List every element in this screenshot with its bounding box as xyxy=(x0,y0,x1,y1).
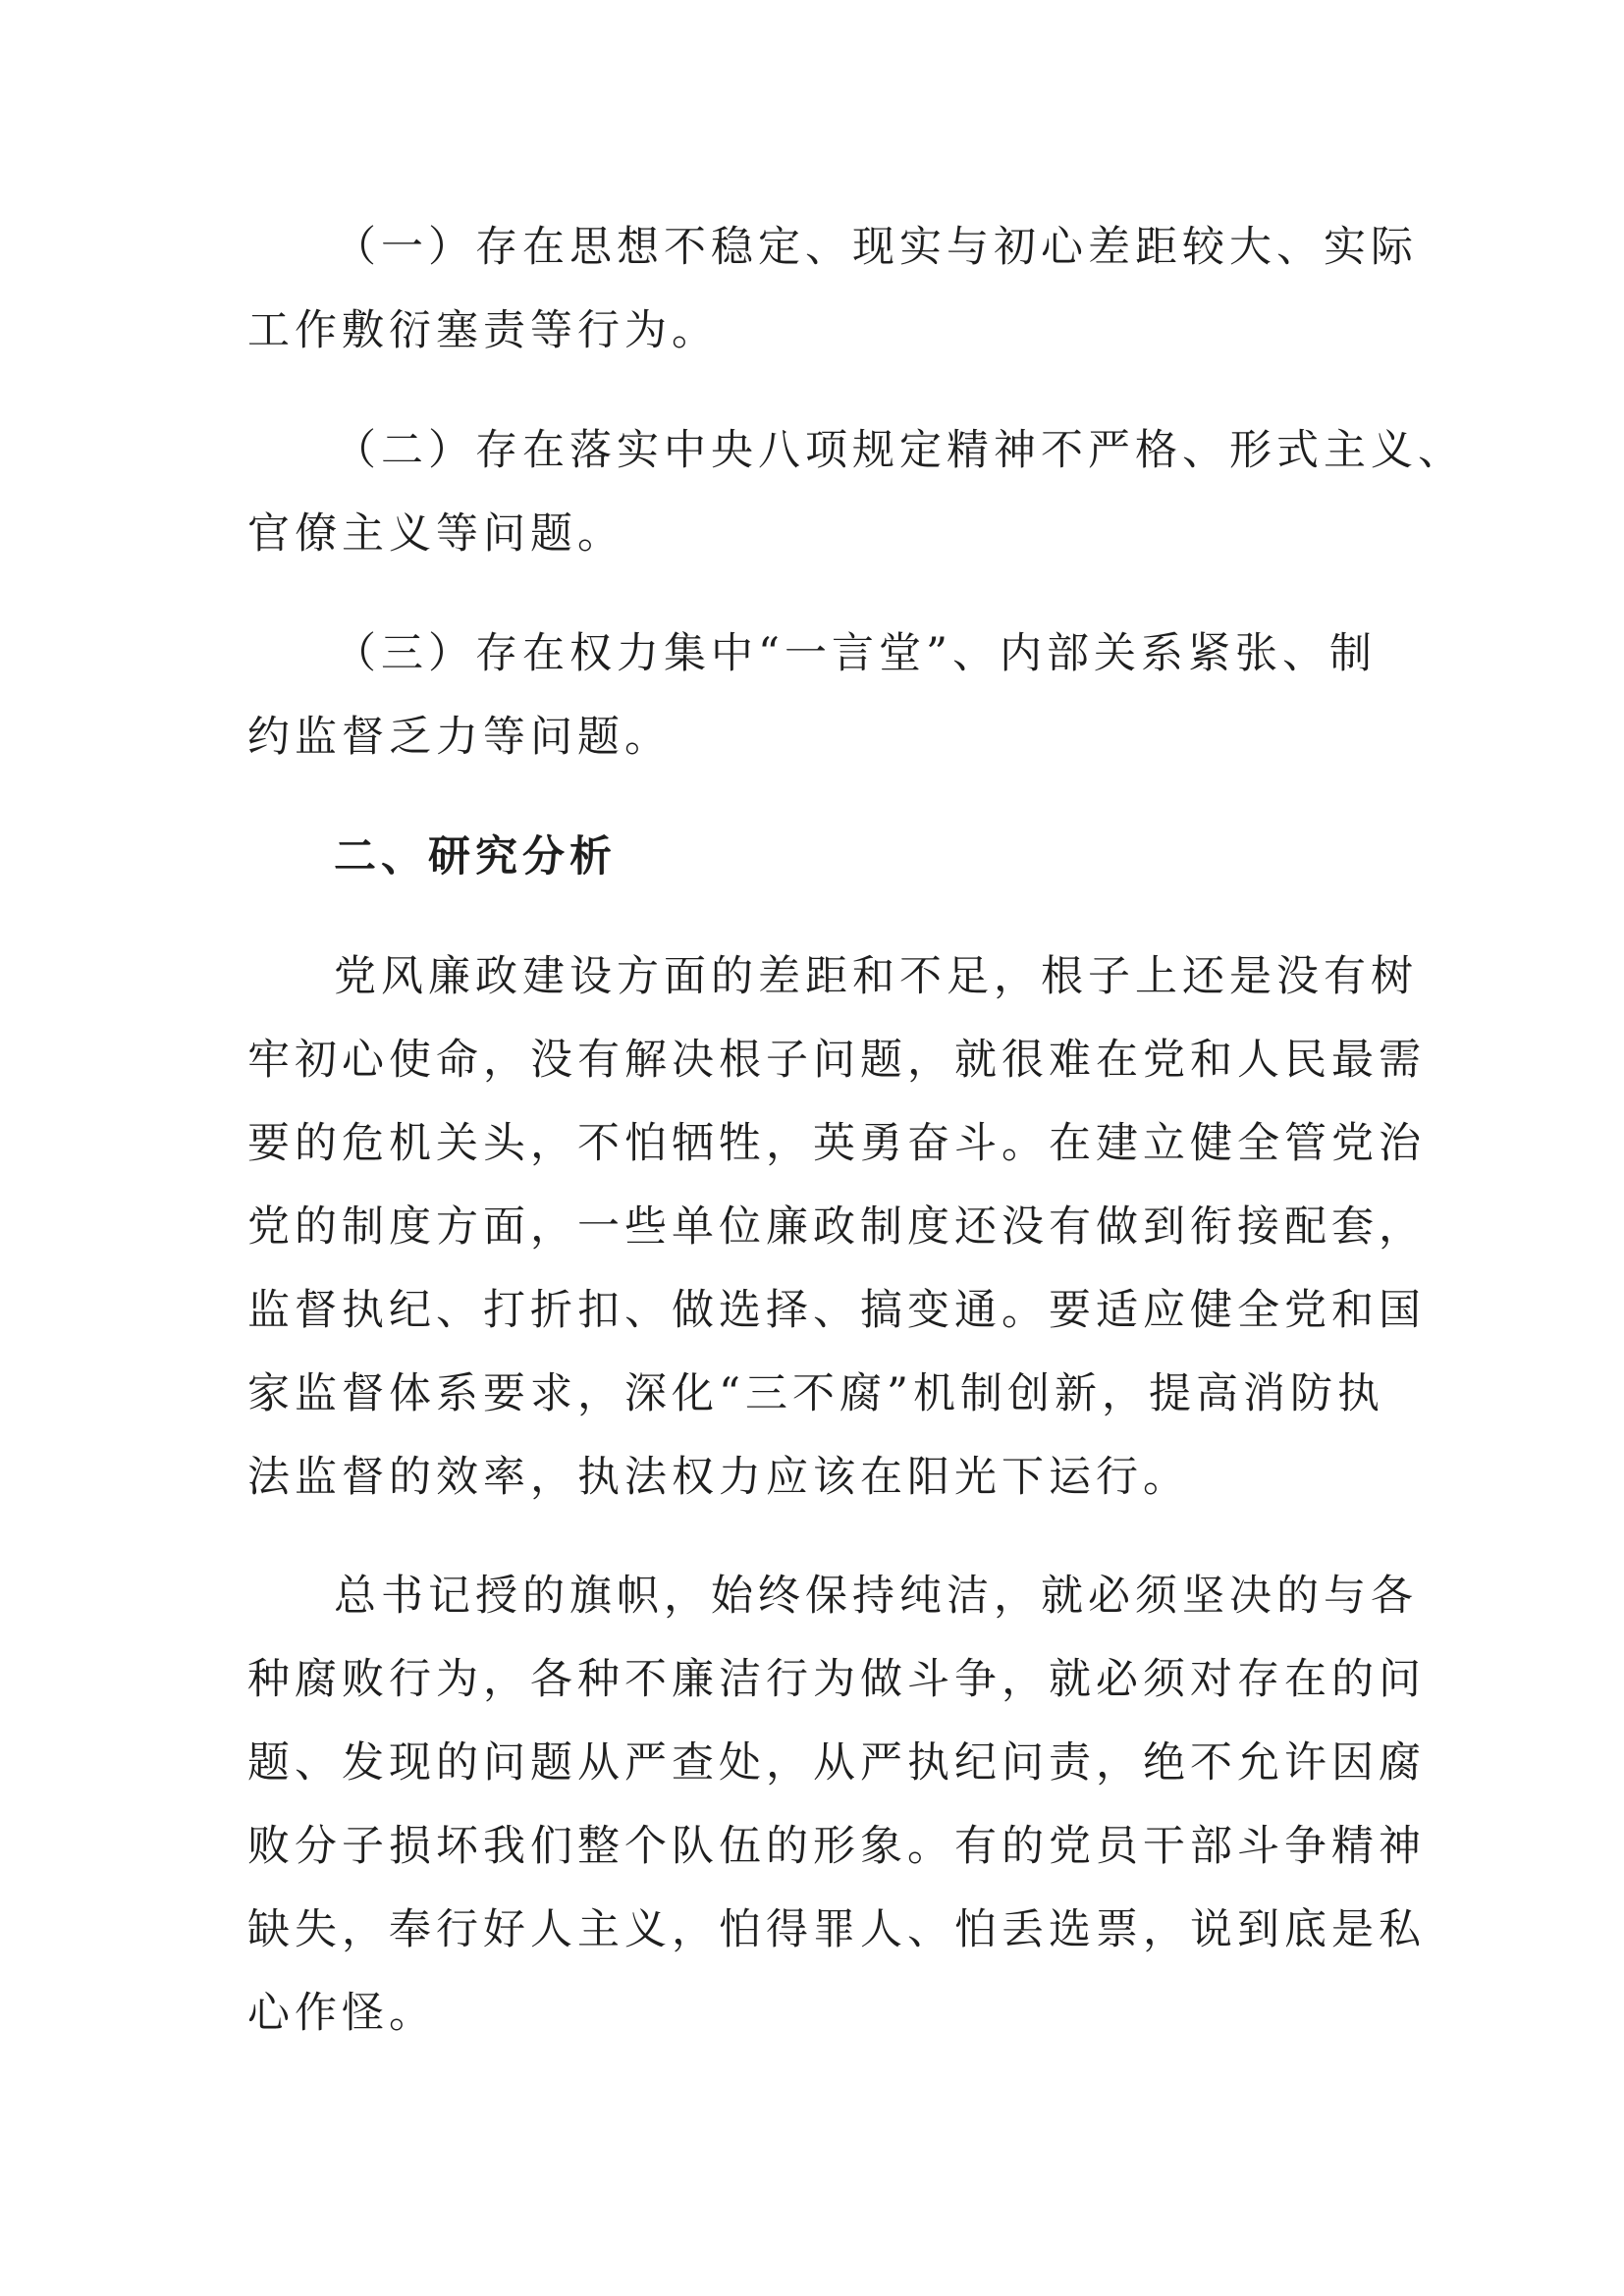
list-item-3-line-1: （三）存在权力集中“一言堂”、内部关系紧张、制 xyxy=(334,629,1377,678)
section-heading: 二、研究分析 xyxy=(334,832,617,881)
list-item-2-line-1: （二）存在落实中央八项规定精神不严格、形式主义、 xyxy=(334,426,1465,475)
paragraph-1-line-2: 牢初心使命，没有解决根子问题，就很难在党和人民最需 xyxy=(247,1036,1426,1085)
paragraph-1-line-1: 党风廉政建设方面的差距和不足，根子上还是没有树 xyxy=(334,952,1418,1001)
paragraph-1-line-5: 监督执纪、打折扣、做选择、搞变通。要适应健全党和国 xyxy=(247,1286,1426,1335)
paragraph-1-line-3: 要的危机关头，不怕牺牲，英勇奋斗。在建立健全管党治 xyxy=(247,1119,1426,1168)
paragraph-2-line-5: 缺失，奉行好人主义，怕得罪人、怕丢选票，说到底是私 xyxy=(247,1905,1426,1954)
list-item-1-line-2: 工作敷衍塞责等行为。 xyxy=(247,306,719,355)
paragraph-2-line-6: 心作怪。 xyxy=(247,1989,436,2038)
paragraph-2-line-1: 总书记授的旗帜，始终保持纯洁，就必须坚决的与各 xyxy=(334,1572,1418,1621)
paragraph-1-line-7: 法监督的效率，执法权力应该在阳光下运行。 xyxy=(247,1453,1190,1502)
list-item-1-line-1: （一）存在思想不稳定、现实与初心差距较大、实际 xyxy=(334,223,1418,272)
list-item-2-line-2: 官僚主义等问题。 xyxy=(247,509,624,559)
paragraph-2-line-4: 败分子损坏我们整个队伍的形象。有的党员干部斗争精神 xyxy=(247,1822,1426,1871)
paragraph-1-line-6: 家监督体系要求，深化“三不腐”机制创新，提高消防执 xyxy=(247,1369,1384,1418)
paragraph-2-line-3: 题、发现的问题从严查处，从严执纪问责，绝不允许因腐 xyxy=(247,1738,1426,1788)
list-item-3-line-2: 约监督乏力等问题。 xyxy=(247,713,672,762)
paragraph-2-line-2: 种腐败行为，各种不廉洁行为做斗争，就必须对存在的问 xyxy=(247,1655,1426,1704)
paragraph-1-line-4: 党的制度方面，一些单位廉政制度还没有做到衔接配套， xyxy=(247,1202,1426,1252)
